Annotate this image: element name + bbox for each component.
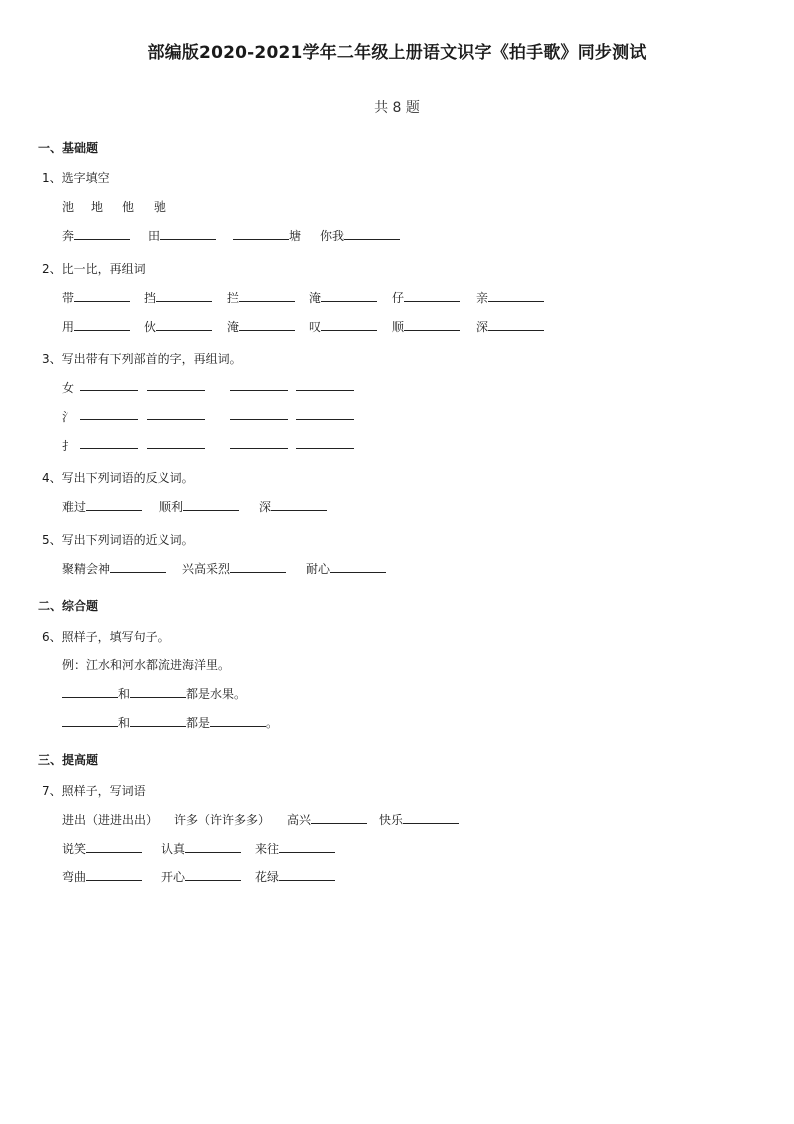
answer-blank[interactable] bbox=[156, 319, 212, 331]
item-label: 耐心 bbox=[306, 562, 331, 576]
question-4-stem: 4、写出下列词语的反义词。 bbox=[42, 471, 194, 485]
answer-blank[interactable] bbox=[147, 379, 205, 391]
item-label: 弯曲 bbox=[62, 870, 87, 884]
answer-blank[interactable] bbox=[488, 290, 544, 302]
question-6-sentence-1 bbox=[62, 685, 246, 702]
item-label: 你我 bbox=[320, 229, 345, 243]
sentence-text: 和 bbox=[118, 716, 131, 730]
example-word: 许多（许许多多） bbox=[174, 813, 271, 827]
answer-blank[interactable] bbox=[86, 499, 142, 511]
page-title: 部编版2020-2021学年二年级上册语文识字《拍手歌》同步测试 bbox=[147, 43, 647, 63]
item-label: 亲 bbox=[476, 291, 489, 305]
answer-blank[interactable] bbox=[130, 715, 186, 727]
answer-blank[interactable] bbox=[239, 319, 295, 331]
question-5-stem: 5、写出下列词语的近义词。 bbox=[42, 533, 194, 547]
answer-blank[interactable] bbox=[147, 437, 205, 449]
question-3-stem: 3、写出带有下列部首的字，再组词。 bbox=[42, 352, 242, 366]
question-2-stem: 2、比一比，再组词 bbox=[42, 262, 146, 276]
answer-blank[interactable] bbox=[74, 319, 130, 331]
answer-blank[interactable] bbox=[110, 561, 166, 573]
item-label: 伙 bbox=[144, 320, 157, 334]
answer-blank[interactable] bbox=[296, 379, 354, 391]
sentence-text: 都是 bbox=[186, 716, 211, 730]
answer-blank[interactable] bbox=[404, 290, 460, 302]
question-6-stem: 6、照样子，填写句子。 bbox=[42, 630, 170, 644]
answer-blank[interactable] bbox=[230, 561, 286, 573]
answer-blank[interactable] bbox=[183, 499, 239, 511]
item-label: 花绿 bbox=[255, 870, 280, 884]
section-heading-basic: 一、基础题 bbox=[38, 141, 99, 155]
answer-blank[interactable] bbox=[311, 812, 367, 824]
answer-blank[interactable] bbox=[156, 290, 212, 302]
item-label: 顺利 bbox=[159, 500, 184, 514]
item-label: 淹 bbox=[309, 291, 322, 305]
item-label: 快乐 bbox=[379, 813, 404, 827]
question-6-example: 例：江水和河水都流进海洋里。 bbox=[62, 658, 231, 672]
answer-blank[interactable] bbox=[230, 379, 288, 391]
answer-blank[interactable] bbox=[147, 408, 205, 420]
item-label: 难过 bbox=[62, 500, 87, 514]
item-label: 淹 bbox=[227, 320, 240, 334]
answer-blank[interactable] bbox=[86, 841, 142, 853]
answer-blank[interactable] bbox=[130, 686, 186, 698]
item-label: 仔 bbox=[392, 291, 405, 305]
answer-blank[interactable] bbox=[86, 869, 142, 881]
answer-blank[interactable] bbox=[233, 228, 289, 240]
answer-blank[interactable] bbox=[271, 499, 327, 511]
item-label: 兴高采烈 bbox=[182, 562, 231, 576]
item-label: 聚精会神 bbox=[62, 562, 111, 576]
answer-blank[interactable] bbox=[279, 869, 335, 881]
sentence-text: 和 bbox=[118, 687, 131, 701]
option-char: 地 bbox=[91, 200, 104, 214]
answer-blank[interactable] bbox=[80, 408, 138, 420]
answer-blank[interactable] bbox=[80, 379, 138, 391]
answer-blank[interactable] bbox=[160, 228, 216, 240]
question-7-stem: 7、照样子，写词语 bbox=[42, 784, 146, 798]
answer-blank[interactable] bbox=[279, 841, 335, 853]
section-heading-advanced: 三、提高题 bbox=[38, 753, 99, 767]
answer-blank[interactable] bbox=[403, 812, 459, 824]
radical-label: 扌 bbox=[62, 439, 75, 453]
item-label: 顺 bbox=[392, 320, 405, 334]
item-label: 高兴 bbox=[287, 813, 312, 827]
item-label: 深 bbox=[259, 500, 272, 514]
item-label: 叹 bbox=[309, 320, 322, 334]
answer-blank[interactable] bbox=[404, 319, 460, 331]
item-label: 用 bbox=[62, 320, 75, 334]
item-label: 田 bbox=[148, 229, 161, 243]
answer-blank[interactable] bbox=[210, 715, 266, 727]
item-label: 塘 bbox=[289, 229, 302, 243]
answer-blank[interactable] bbox=[80, 437, 138, 449]
answer-blank[interactable] bbox=[296, 408, 354, 420]
answer-blank[interactable] bbox=[230, 437, 288, 449]
answer-blank[interactable] bbox=[230, 408, 288, 420]
item-label: 说笑 bbox=[62, 842, 87, 856]
radical-label: 女 bbox=[62, 381, 75, 395]
item-label: 带 bbox=[62, 291, 75, 305]
answer-blank[interactable] bbox=[62, 686, 118, 698]
radical-label: 氵 bbox=[62, 410, 75, 424]
item-label: 深 bbox=[476, 320, 489, 334]
item-label: 奔 bbox=[62, 229, 75, 243]
option-char: 驰 bbox=[154, 200, 167, 214]
section-heading-comprehensive: 二、综合题 bbox=[38, 599, 99, 613]
answer-blank[interactable] bbox=[239, 290, 295, 302]
answer-blank[interactable] bbox=[488, 319, 544, 331]
answer-blank[interactable] bbox=[74, 290, 130, 302]
item-label: 开心 bbox=[161, 870, 186, 884]
item-label: 来往 bbox=[255, 842, 280, 856]
answer-blank[interactable] bbox=[74, 228, 130, 240]
answer-blank[interactable] bbox=[296, 437, 354, 449]
question-count: 共 8 题 bbox=[374, 100, 420, 116]
answer-blank[interactable] bbox=[321, 319, 377, 331]
option-char: 他 bbox=[122, 200, 135, 214]
item-label: 挡 bbox=[144, 291, 157, 305]
option-char: 池 bbox=[62, 200, 75, 214]
answer-blank[interactable] bbox=[185, 869, 241, 881]
question-6-sentence-2 bbox=[62, 714, 278, 731]
item-label: 认真 bbox=[161, 842, 186, 856]
sentence-text: 。 bbox=[266, 716, 279, 730]
sentence-text: 都是水果。 bbox=[186, 687, 247, 701]
answer-blank[interactable] bbox=[321, 290, 377, 302]
example-word: 进出（进进出出） bbox=[62, 813, 159, 827]
answer-blank[interactable] bbox=[330, 561, 386, 573]
item-label: 拦 bbox=[227, 291, 240, 305]
answer-blank[interactable] bbox=[62, 715, 118, 727]
answer-blank[interactable] bbox=[185, 841, 241, 853]
question-1-stem: 1、选字填空 bbox=[42, 171, 110, 185]
answer-blank[interactable] bbox=[344, 228, 400, 240]
